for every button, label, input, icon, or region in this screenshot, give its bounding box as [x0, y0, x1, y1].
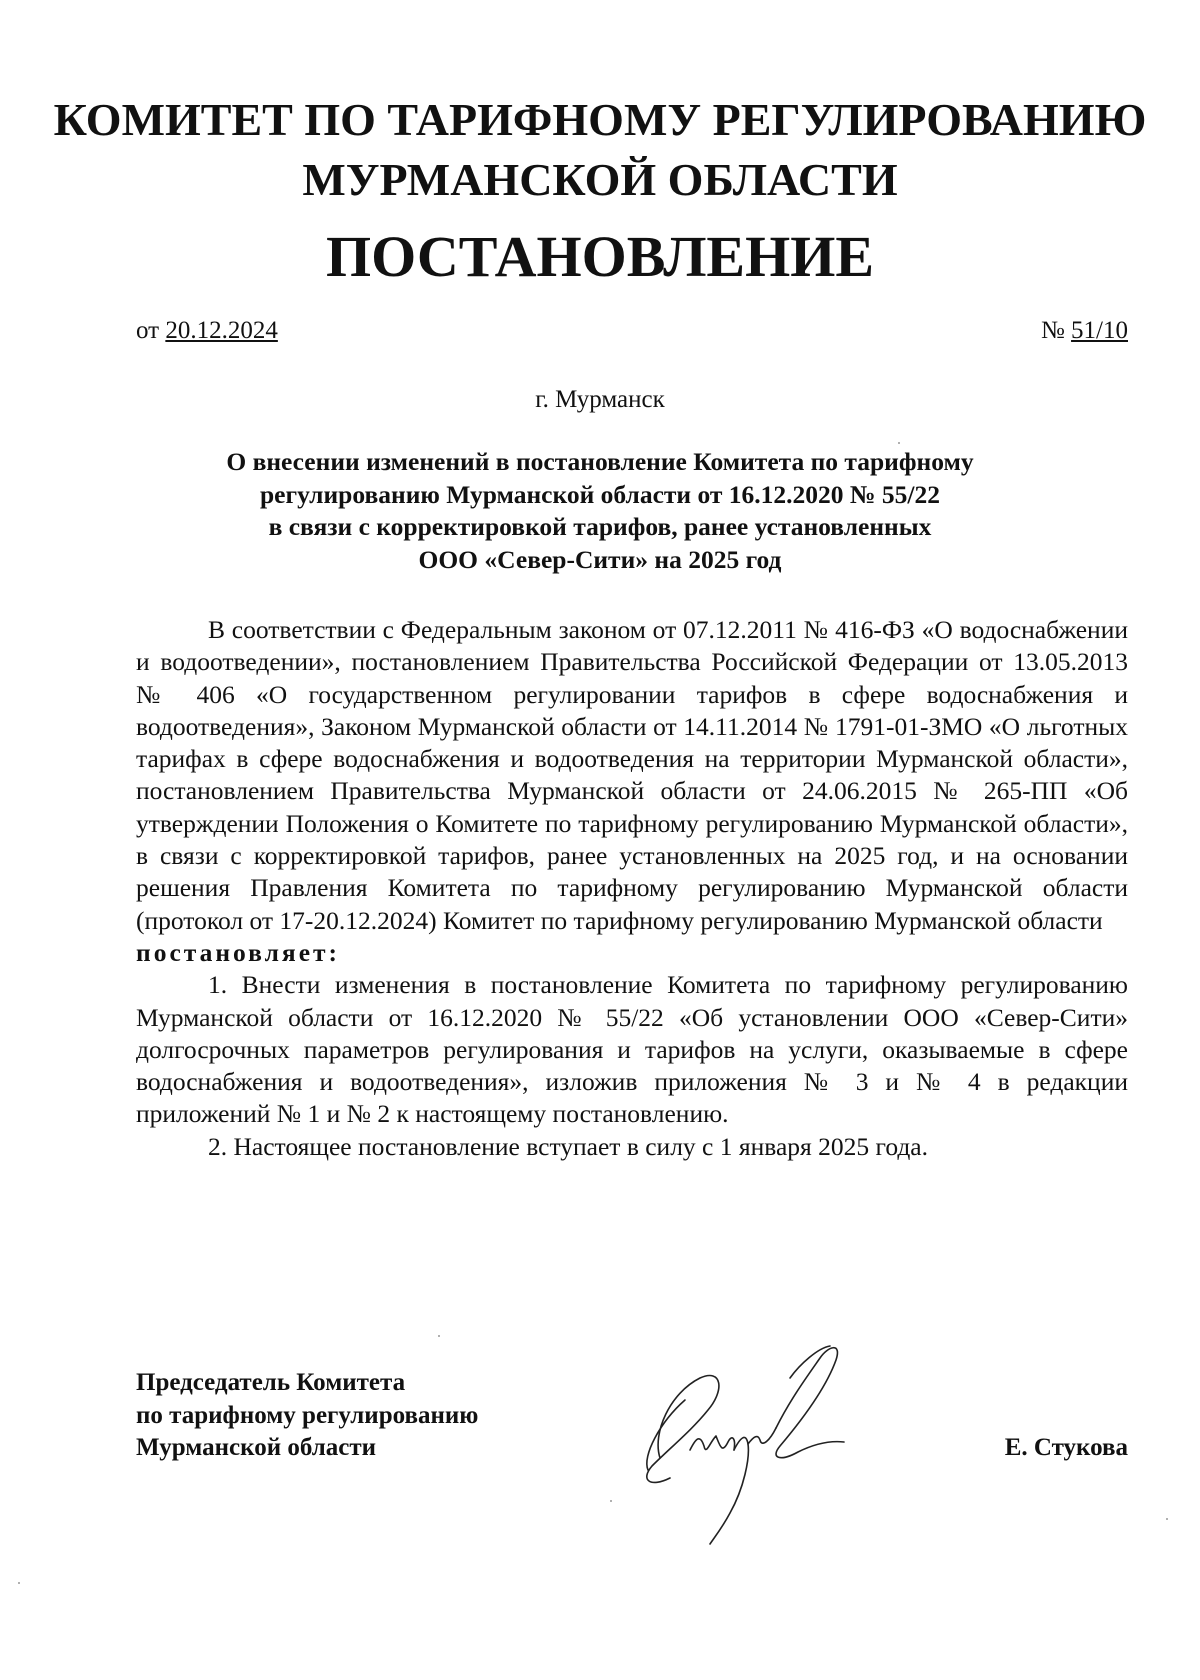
- signatory-title: [136, 1367, 478, 1465]
- handwritten-signature: [630, 1338, 860, 1548]
- decree-word: постановляет:: [136, 937, 341, 967]
- signatory-title-line-1: Председатель Комитета: [136, 1369, 406, 1396]
- subject-line-4: ООО «Север-Сити» на 2025 год: [418, 544, 782, 574]
- subject-line-3: в связи с корректировкой тарифов, ранее установленных: [268, 512, 932, 541]
- subject-line-1: О внесении изменений в постановление Комитета по тарифному: [226, 447, 974, 476]
- signatory-title-line-3: Мурманской области: [136, 1434, 377, 1461]
- preamble-paragraph: В соответствии с Федеральным законом от 07.12.2011 № 416-ФЗ «О водоснабжении и водоотведении», постановлением Правительства Российской Федерации от 13.05.2013 № 406 «О государственном регулировании тарифов в сфере водоснабжения и водоотведения», Законом Мурманской области от 14.11.2014 № 1791-01-ЗМО «О льготных тарифах в сфере водоснабжения и водоотведения на территории Мурманской области», постановлением Правительства Мурманской области от 24.06.2015 № 265-ПП «Об утверждении Положения о Комитете по тарифному регулированию Мурманской области», в связи с корректировкой тарифов, ранее установленных на 2025 год, и на основании решения Правления Комитета по тарифному регулированию Мурманской области (протокол от 17-20.12.2024) Комитет по тарифному регулированию Мурманской области: [136, 615, 1128, 935]
- date-prefix: от: [136, 317, 160, 344]
- decree-item-1: 1. Внести изменения в постановление Комитета по тарифному регулированию Мурманской области от 16.12.2020 № 55/22 «Об установлении ООО «Север-Сити» долгосрочных параметров регулирования и тарифов на услуги, оказываемые в сфере водоснабжения и водоотведения», изложив приложения № 3 и № 4 в редакции приложений № 1 и № 2 к настоящему постановлению.: [136, 970, 1128, 1129]
- scan-speck: [438, 1335, 440, 1337]
- number-prefix: №: [1040, 317, 1065, 344]
- decree-item-2: 2. Настоящее постановление вступает в силу с 1 января 2025 года.: [208, 1131, 929, 1161]
- document-date: [136, 314, 278, 348]
- scan-speck: [1166, 1518, 1168, 1520]
- document-meta-row: [136, 314, 1128, 348]
- document-city: г. Мурманск: [535, 386, 665, 413]
- date-value: 20.12.2024: [165, 317, 278, 344]
- issuing-authority: [0, 90, 1200, 210]
- scan-speck: [610, 1500, 612, 1502]
- authority-line-1: КОМИТЕТ ПО ТАРИФНОМУ РЕГУЛИРОВАНИЮ: [53, 94, 1147, 145]
- document-body: [136, 614, 1128, 1163]
- signatory-title-line-2: по тарифному регулированию: [136, 1401, 479, 1429]
- scan-speck: [898, 442, 900, 444]
- document-number: [1041, 314, 1128, 348]
- scan-speck: [18, 1582, 20, 1584]
- authority-line-2: МУРМАНСКОЙ ОБЛАСТИ: [302, 154, 898, 205]
- subject-line-2: регулированию Мурманской области от 16.12.2020 № 55/22: [259, 479, 941, 509]
- signatory-name: Е. Стукова: [1004, 1434, 1128, 1461]
- document-type-title: ПОСТАНОВЛЕНИЕ: [325, 224, 875, 289]
- number-value: 51/10: [1071, 317, 1128, 344]
- document-subject: [0, 446, 1200, 576]
